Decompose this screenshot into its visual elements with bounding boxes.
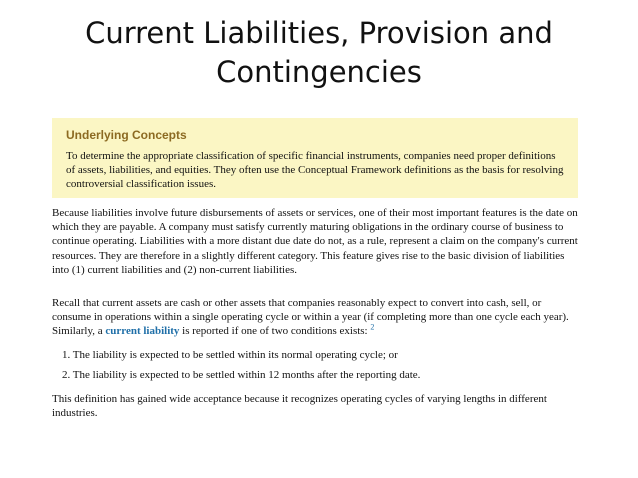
slide-title-line-1: Current Liabilities, Provision and bbox=[85, 16, 553, 50]
current-liability-term: current liability bbox=[105, 325, 180, 338]
condition-1: 1. The liability is expected to be settled within its normal operating cycle; or bbox=[62, 349, 398, 361]
paragraph-text-before-term: Recall that current assets are cash or other assets that companies reasonably expect to convert into cash, sell, or consume in operations within a single operating cycle or within a year (if completing more than one cycle each year). Similarly, a bbox=[52, 297, 569, 338]
condition-2: 2. The liability is expected to be settled within 12 months after the reporting date. bbox=[62, 369, 421, 381]
condition-list-item-1 bbox=[62, 348, 572, 362]
underlying-concepts-heading: Underlying Concepts bbox=[66, 128, 187, 142]
condition-list-item-2 bbox=[62, 368, 572, 382]
underlying-concepts-box bbox=[52, 118, 578, 198]
paragraph-current-liability-definition bbox=[52, 296, 578, 339]
paragraph-text-after-term: is reported if one of two conditions exists: bbox=[179, 325, 368, 338]
slide-title-line-2: Contingencies bbox=[216, 55, 422, 89]
slide-title bbox=[0, 14, 638, 92]
paragraph-liability-features: Because liabilities involve future disbursements of assets or services, one of their most important features is the date on which they are payable. A company must satisfy currently maturing obligations in the ordinary course of business to continue operating. Liabilities with a more distant due date do not, as a rule, represent a claim on the company's current resources. They are therefore in a slightly different category. This feature gives rise to the basic division of liabilities into (1) current liabilities and (2) non-current liabilities. bbox=[52, 207, 578, 276]
footnote-reference-2[interactable]: 2 bbox=[370, 322, 375, 332]
paragraph-definition-acceptance: This definition has gained wide acceptance because it recognizes operating cycles of varying lengths in different industries. bbox=[52, 393, 547, 420]
underlying-concepts-text: To determine the appropriate classification of specific financial instruments, companies need proper definitions of assets, liabilities, and equities. They often use the Conceptual Framework definitions as the basis for resolving controversial classification issues. bbox=[66, 150, 564, 190]
